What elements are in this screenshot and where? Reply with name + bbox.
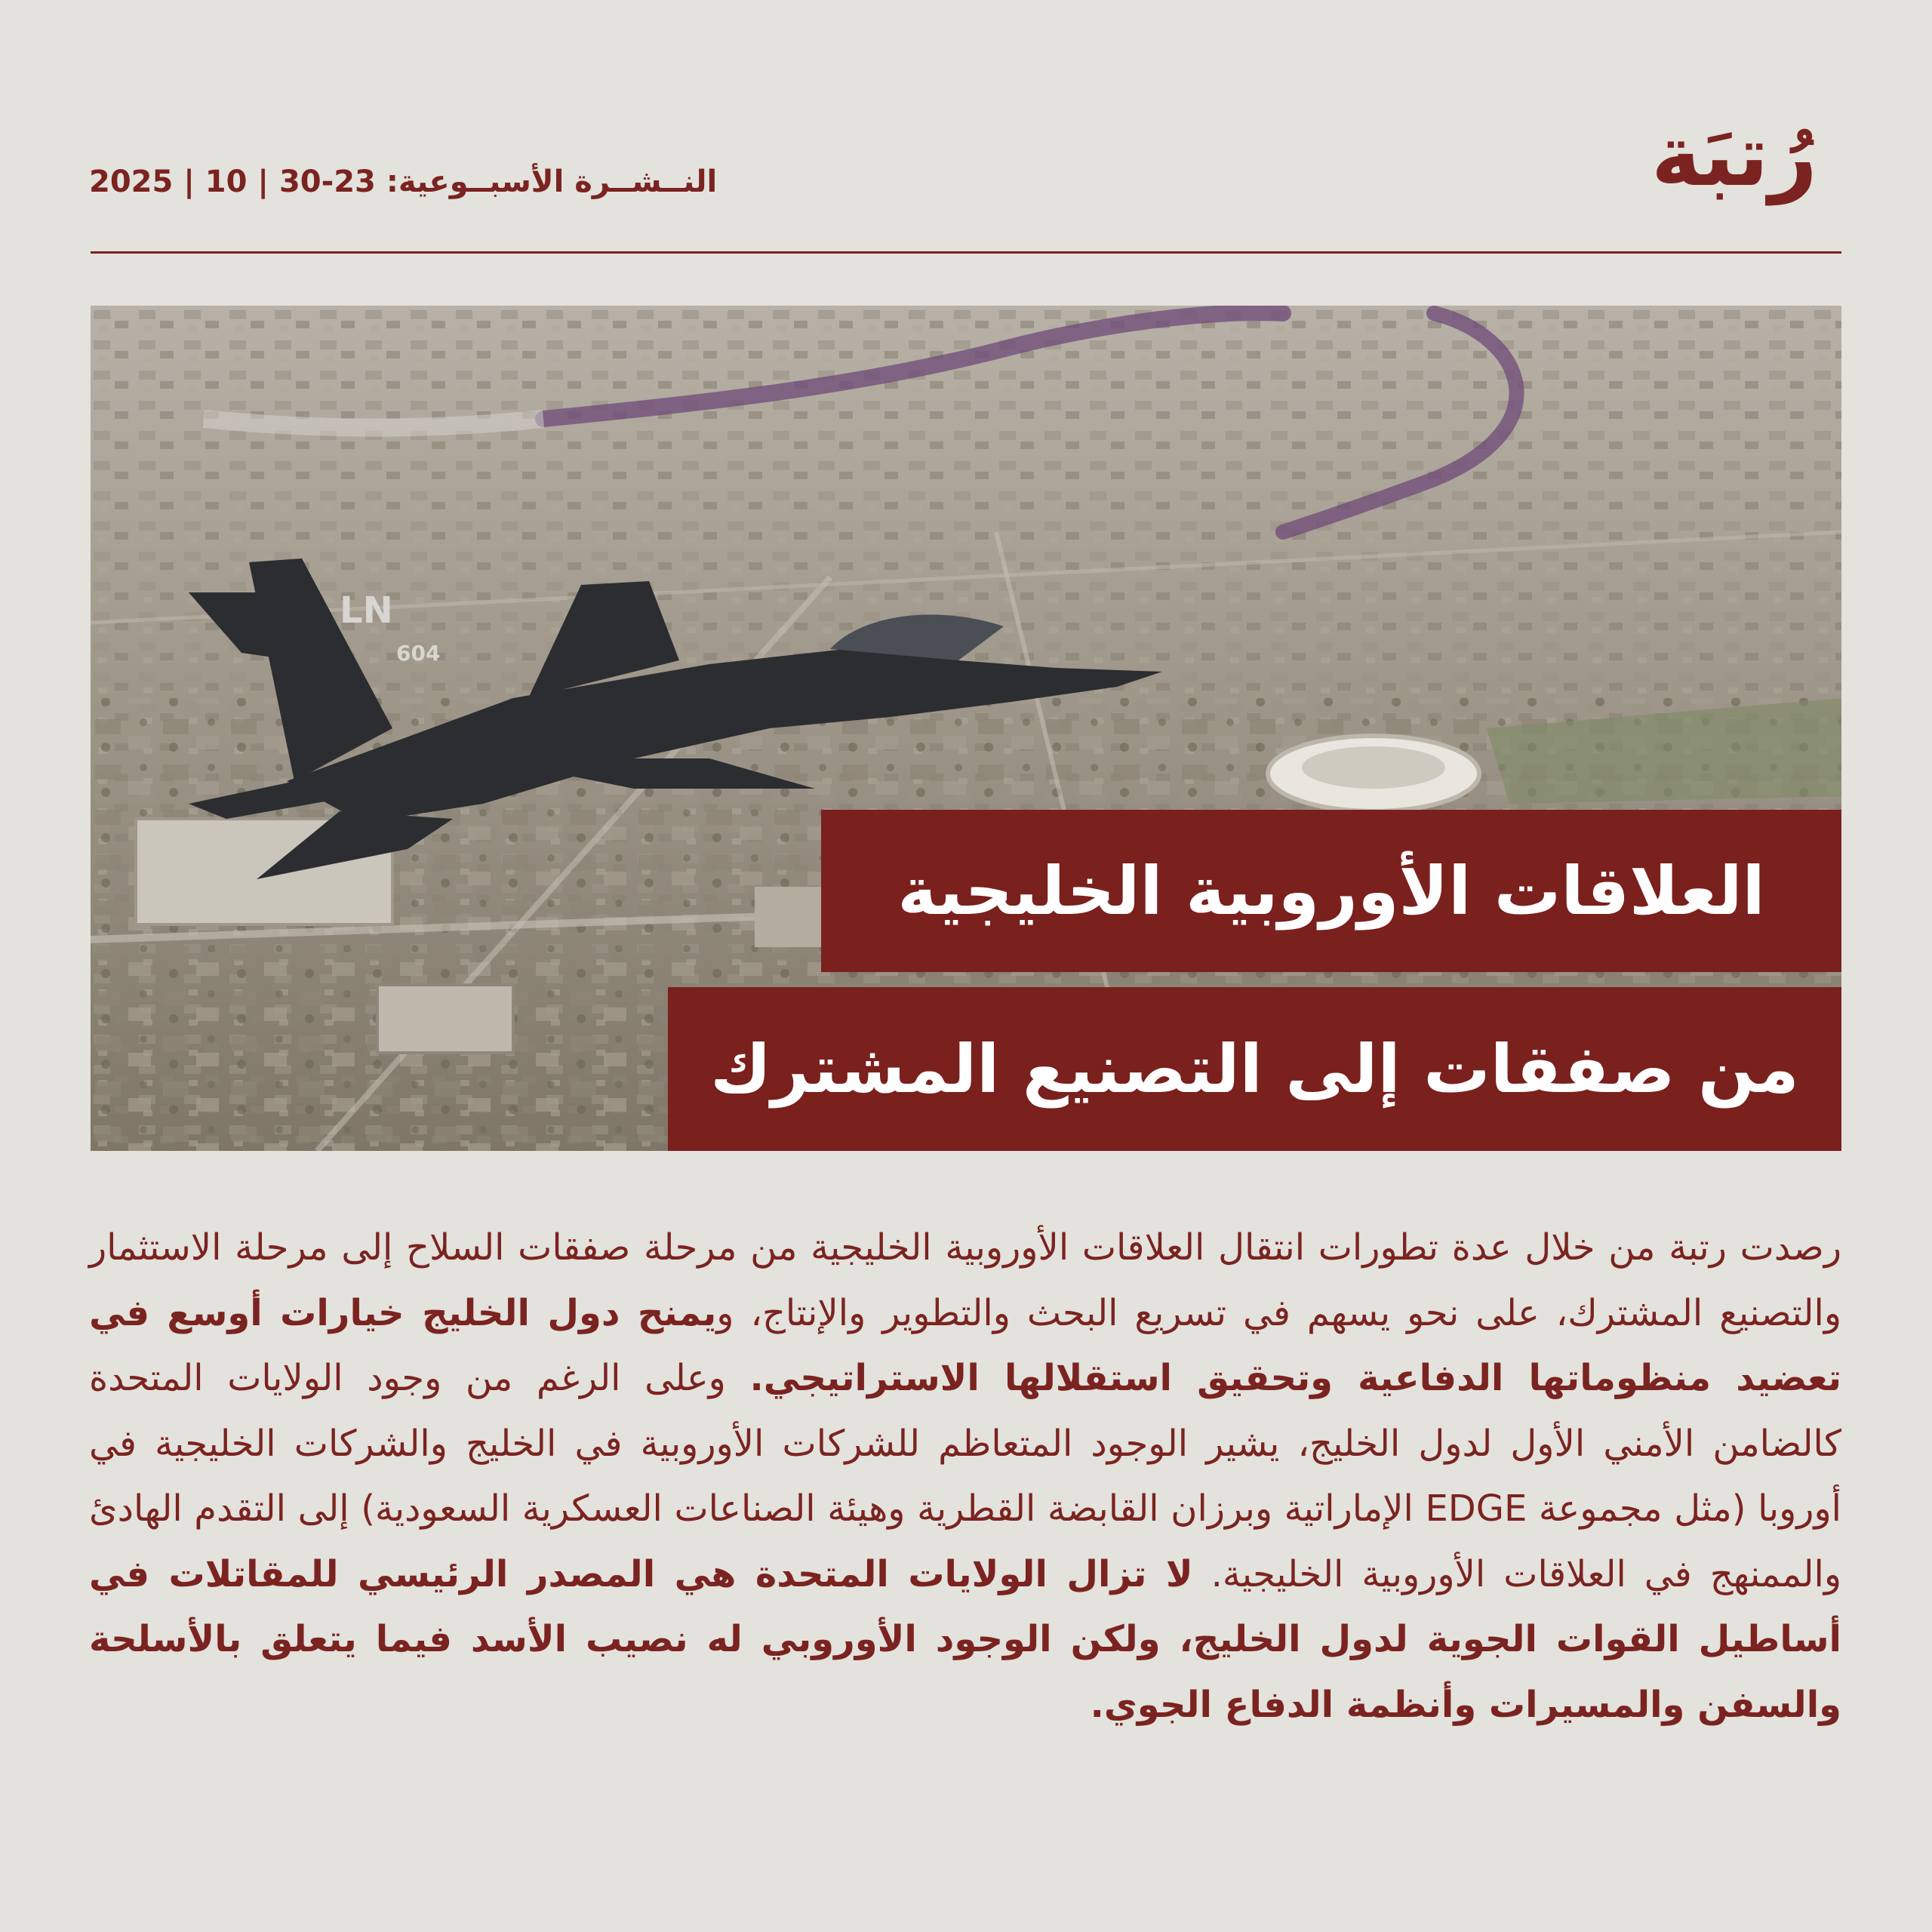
article-bold-1: يمنح دول الخليج خيارات أوسع في تعضيد منظوماتها الدفاعية وتحقيق استقلالها الاستراتيجي.: [89, 1291, 1842, 1399]
article-bold-2: لا تزال الولايات المتحدة هي المصدر الرئيسي للمقاتلات في أساطيل القوات الجوية لدول الخليج، ولكن الوجود الأوروبي له نصيب الأسد فيما يتعلق بالأسلحة والسفن والمسيرات وأنظمة الدفاع الجوي.: [89, 1552, 1841, 1726]
article-body: [89, 1215, 1841, 1737]
article-text-2: وعلى الرغم من وجود الولايات المتحدة كالضامن الأمني الأول لدول الخليج، يشير الوجود المتعاظم للشركات الأوروبية في الخليج والشركات الخليجية في أوروبا (مثل مجموعة EDGE الإماراتية وبرزان القابضة القطرية وهيئة الصناعات العسكرية السعودية) إلى التقدم الهادئ والممنهج في العلاقات الأوروبية الخليجية.: [89, 1357, 1841, 1595]
header-divider: [91, 251, 1841, 254]
logo-text: رُتبَة: [1651, 113, 1818, 205]
article-text-1: رصدت رتبة من خلال عدة تطورات انتقال العلاقات الأوروبية الخليجية من مرحلة صفقات السلاح إلى مرحلة الاستثمار والتصنيع المشترك، على نحو يسهم في تسريع البحث والتطوير والإنتاج، و: [89, 1226, 1842, 1334]
ratba-logo: [1621, 113, 1847, 219]
tail-number: 604: [396, 641, 441, 666]
issue-date-line: النــشــرة الأسبــوعية: 23-30 | 10 | 2025: [89, 165, 718, 199]
headline-line-2: من صفقات إلى التصنيع المشترك: [668, 987, 1841, 1151]
headline-line-1: العلاقات الأوروبية الخليجية: [821, 810, 1841, 972]
tail-code: LN: [340, 589, 393, 632]
